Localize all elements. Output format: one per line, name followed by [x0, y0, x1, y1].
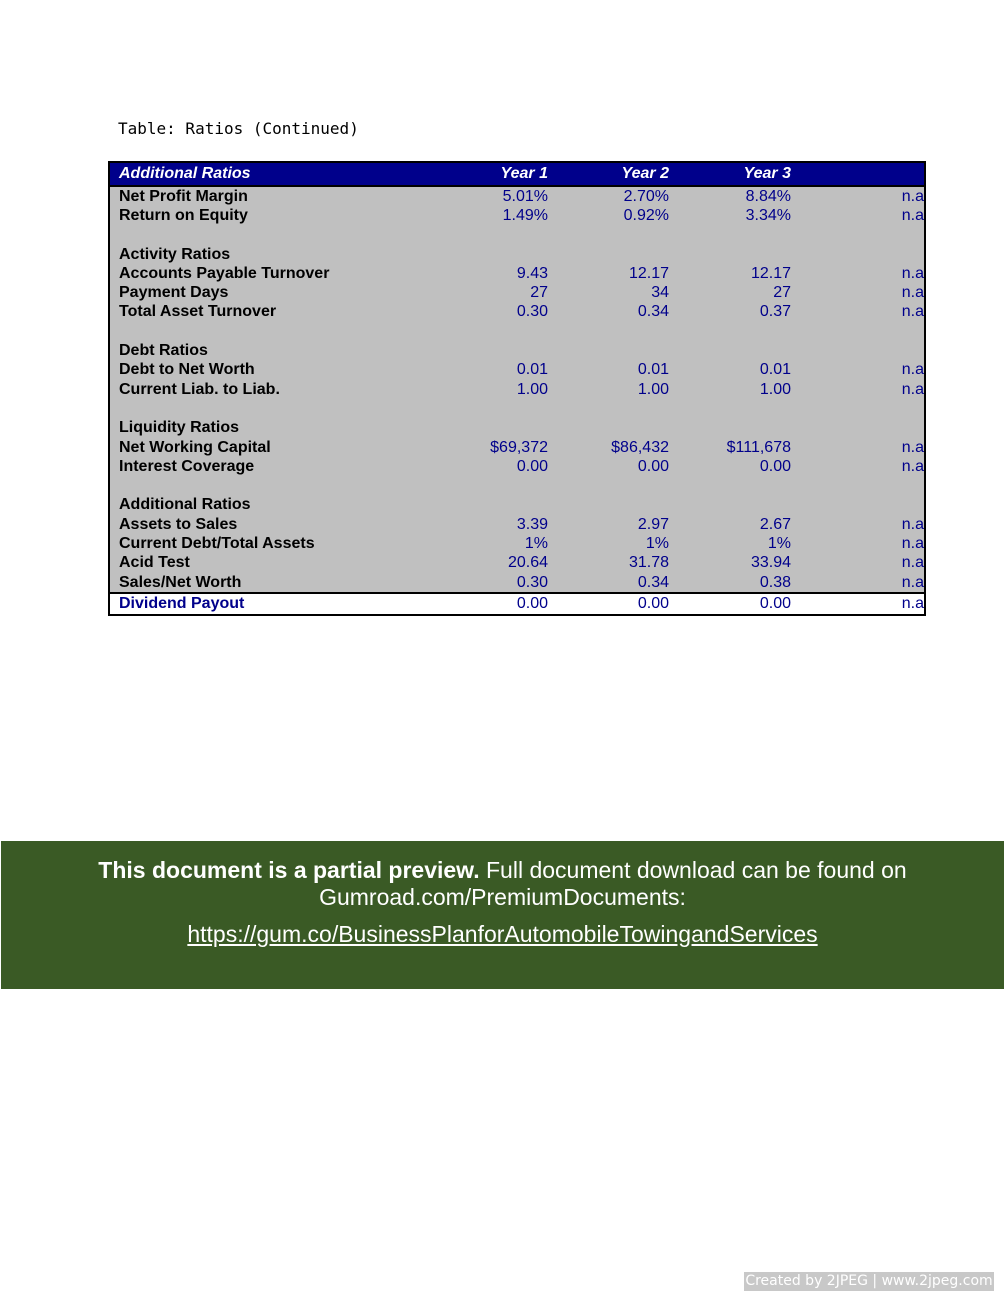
cell-year4: n.a: [901, 264, 924, 282]
spacer-row: [110, 322, 924, 341]
cell-year3: $111,678: [726, 438, 791, 456]
cell-year3: 12.17: [750, 264, 791, 282]
header-year3: Year 3: [743, 165, 791, 182]
cell-year3: 0.00: [759, 457, 791, 475]
cell-year1: 20.64: [507, 554, 548, 572]
cell-year1: 0.00: [516, 595, 548, 613]
cell-year4: n.a: [901, 595, 924, 613]
spacer-row: [110, 226, 924, 245]
cell-year2: $86,432: [611, 438, 669, 456]
cell-year3: 8.84%: [745, 187, 791, 205]
row-label: Net Profit Margin: [119, 187, 248, 205]
table-row: [110, 419, 924, 438]
row-label: Payment Days: [119, 284, 229, 302]
banner-bold-text: This document is a partial preview.: [98, 857, 480, 883]
cell-year3: 0.38: [759, 573, 791, 591]
cell-year2: 0.34: [637, 573, 669, 591]
header-label: Additional Ratios: [119, 165, 251, 182]
table-row: [110, 245, 924, 264]
table-row: [110, 515, 924, 534]
row-label: Interest Coverage: [119, 457, 255, 475]
table-row-dividend-payout: [110, 592, 924, 614]
cell-year4: n.a: [901, 573, 924, 591]
cell-year2: 1.00: [637, 380, 669, 398]
cell-year3: 0.37: [759, 303, 791, 321]
cell-year2: 0.00: [637, 457, 669, 475]
row-label: Acid Test: [119, 554, 190, 572]
cell-year3: 1%: [767, 534, 791, 552]
cell-year2: 0.34: [637, 303, 669, 321]
cell-year4: n.a: [901, 438, 924, 456]
banner-text: [1, 857, 1004, 911]
table-row: [110, 283, 924, 302]
cell-year1: $69,372: [490, 438, 548, 456]
cell-year3: 3.34%: [745, 206, 791, 224]
ratios-table: [108, 161, 926, 616]
table-body: [110, 187, 924, 592]
banner-text-2: Gumroad.com/PremiumDocuments:: [319, 884, 686, 910]
table-row: [110, 206, 924, 225]
table-row: [110, 187, 924, 206]
row-label: Debt to Net Worth: [119, 361, 255, 379]
row-label: Liquidity Ratios: [119, 419, 239, 437]
cell-year3: 0.00: [759, 595, 791, 613]
table-row: [110, 534, 924, 553]
row-label: Accounts Payable Turnover: [119, 264, 330, 282]
table-header-row: [110, 163, 924, 187]
cell-year4: n.a: [901, 303, 924, 321]
table-row: [110, 438, 924, 457]
cell-year1: 0.00: [516, 457, 548, 475]
table-row: [110, 380, 924, 399]
cell-year4: n.a: [901, 554, 924, 572]
cell-year2: 0.92%: [623, 206, 669, 224]
cell-year1: 1.49%: [502, 206, 548, 224]
row-label: Debt Ratios: [119, 342, 208, 360]
cell-year2: 2.97: [637, 515, 669, 533]
cell-year3: 2.67: [759, 515, 791, 533]
cell-year1: 0.01: [516, 361, 548, 379]
table-caption: Table: Ratios (Continued): [118, 119, 359, 138]
cell-year2: 0.01: [637, 361, 669, 379]
cell-year2: 0.00: [637, 595, 669, 613]
cell-year1: 3.39: [516, 515, 548, 533]
spacer-row: [110, 399, 924, 418]
cell-year4: n.a: [901, 206, 924, 224]
preview-banner: [1, 841, 1004, 989]
cell-year1: 27: [530, 284, 548, 302]
table-row: [110, 361, 924, 380]
table-row: [110, 303, 924, 322]
table-row: [110, 264, 924, 283]
row-label: Current Debt/Total Assets: [119, 534, 315, 552]
row-label: Return on Equity: [119, 206, 248, 224]
cell-year2: 34: [651, 284, 669, 302]
table-row: [110, 573, 924, 592]
spacer-row: [110, 476, 924, 495]
cell-year2: 2.70%: [623, 187, 669, 205]
cell-year3: 33.94: [750, 554, 791, 572]
row-label: Assets to Sales: [119, 515, 238, 533]
cell-year2: 12.17: [628, 264, 669, 282]
table-row: [110, 496, 924, 515]
cell-year1: 1%: [524, 534, 548, 552]
cell-year4: n.a: [901, 284, 924, 302]
row-label: Current Liab. to Liab.: [119, 380, 280, 398]
cell-year4: n.a: [901, 457, 924, 475]
table-row: [110, 341, 924, 360]
cell-year4: n.a: [901, 361, 924, 379]
cell-year2: 1%: [645, 534, 669, 552]
download-link[interactable]: https://gum.co/BusinessPlanforAutomobileTowingandServices: [187, 921, 818, 947]
header-year1: Year 1: [500, 165, 548, 182]
row-label: Activity Ratios: [119, 245, 231, 263]
cell-year1: 0.30: [516, 303, 548, 321]
cell-year4: n.a: [901, 380, 924, 398]
table-row: [110, 554, 924, 573]
cell-year3: 1.00: [759, 380, 791, 398]
cell-year1: 9.43: [516, 264, 548, 282]
watermark: Created by 2JPEG | www.2jpeg.com: [745, 1273, 993, 1289]
cell-year4: n.a: [901, 534, 924, 552]
row-label: Total Asset Turnover: [119, 303, 277, 321]
cell-year3: 0.01: [759, 361, 791, 379]
cell-year2: 31.78: [628, 554, 669, 572]
table-row: [110, 457, 924, 476]
cell-year4: n.a: [901, 515, 924, 533]
row-label: Dividend Payout: [119, 595, 245, 613]
cell-year1: 1.00: [516, 380, 548, 398]
row-label: Additional Ratios: [119, 496, 251, 514]
banner-text-1: Full document download can be found on: [479, 857, 907, 883]
cell-year1: 0.30: [516, 573, 548, 591]
row-label: Net Working Capital: [119, 438, 271, 456]
row-label: Sales/Net Worth: [119, 573, 242, 591]
header-year2: Year 2: [621, 165, 669, 182]
cell-year3: 27: [773, 284, 791, 302]
cell-year1: 5.01%: [502, 187, 548, 205]
cell-year4: n.a: [901, 187, 924, 205]
